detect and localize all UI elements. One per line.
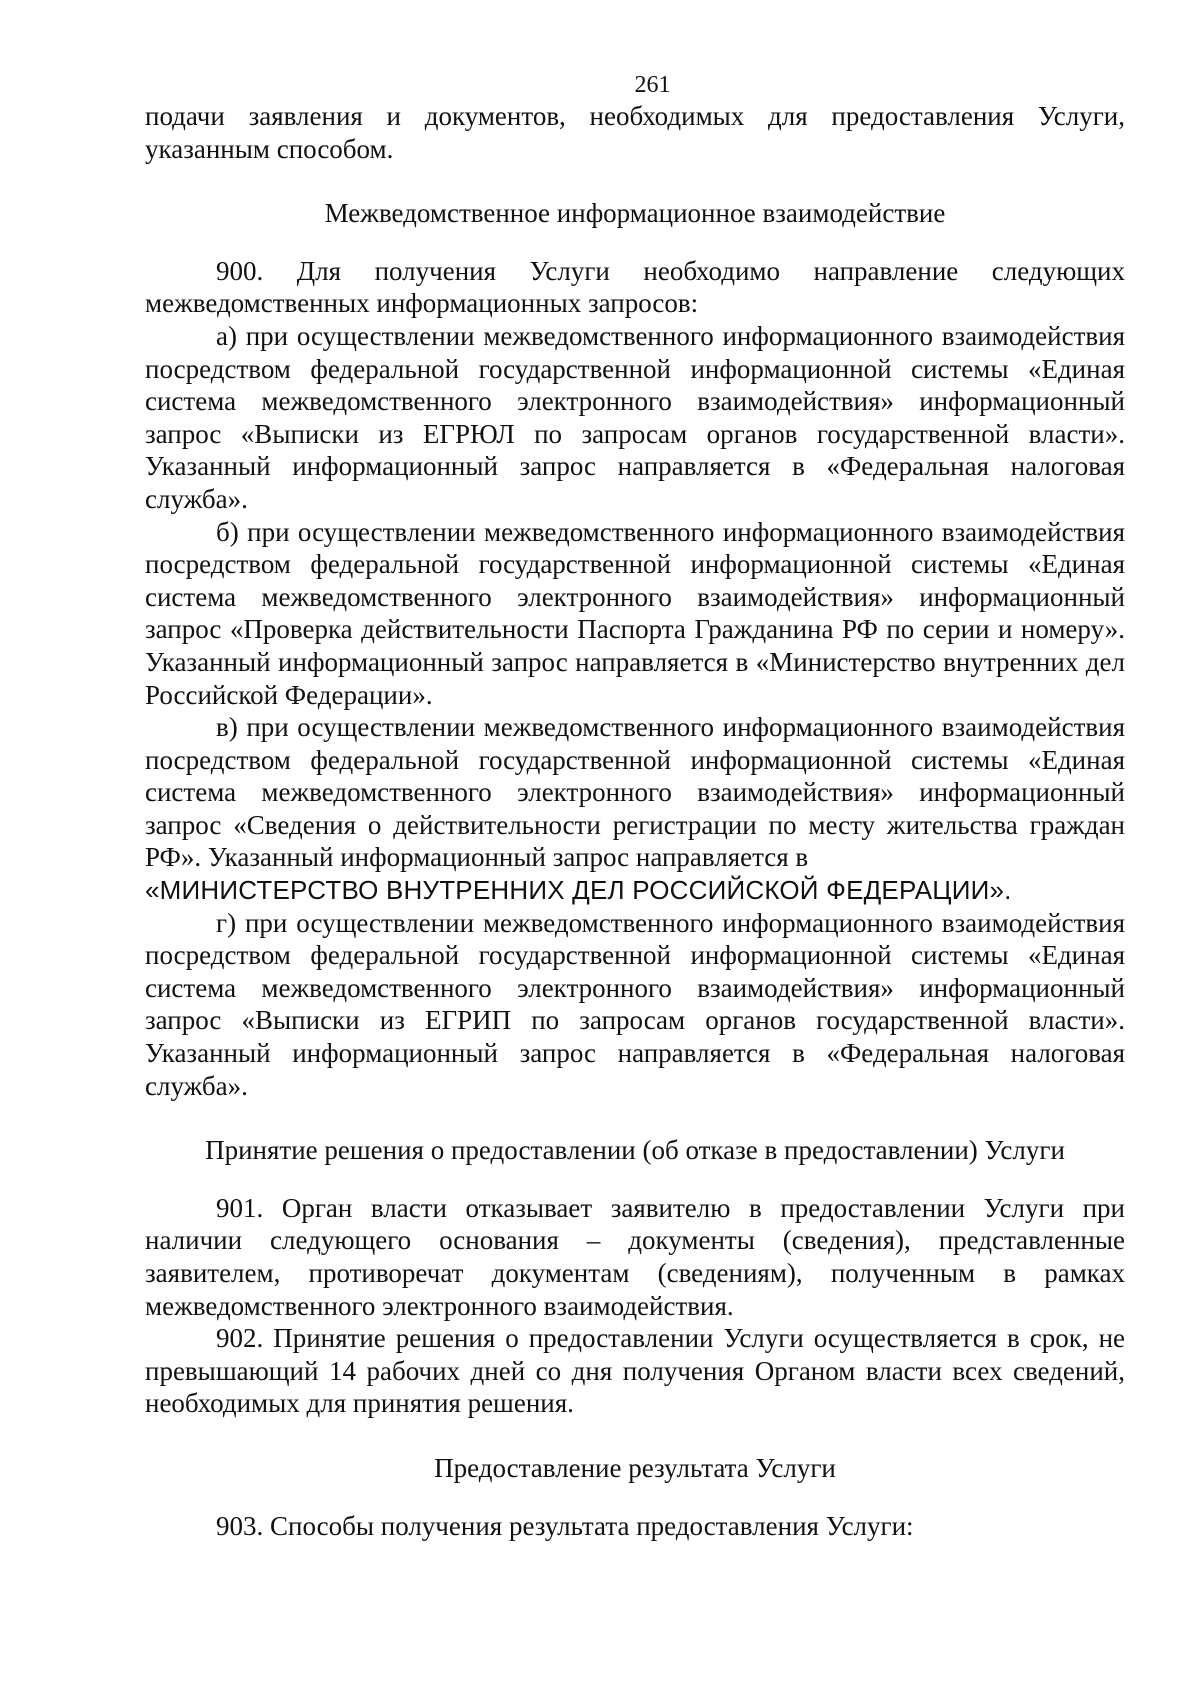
section-heading-interagency: Межведомственное информационное взаимодействие (324, 198, 946, 229)
organization-name-caps: «МИНИСТЕРСТВО ВНУТРЕННИХ ДЕЛ РОССИЙСКОЙ ФЕДЕРАЦИИ». (145, 875, 1012, 906)
list-item-a: а) при осуществлении межведомственного информационного взаимодействия посредством федеральной государственной информационной системы «Единая система межведомственного электронного взаимодействия» информационный запрос «Выписки из ЕГРЮЛ по запросам органов государственной власти». Указанный информационный запрос направляется в «Федеральная налоговая служба». (145, 320, 1125, 514)
paragraph-900: 900. Для получения Услуги необходимо направление следующих межведомственных информационных запросов: (145, 255, 1125, 319)
list-item-v-organization (145, 874, 1125, 907)
list-item-g: г) при осуществлении межведомственного информационного взаимодействия посредством федеральной государственной информационной системы «Единая система межведомственного электронного взаимодействия» информационный запрос «Выписки из ЕГРИП по запросам органов государственной власти». Указанный информационный запрос направляется в «Федеральная налоговая служба». (145, 907, 1125, 1101)
list-item-b: б) при осуществлении межведомственного информационного взаимодействия посредством федеральной государственной информационной системы «Единая система межведомственного электронного взаимодействия» информационный запрос «Проверка действительности Паспорта Гражданина РФ по серии и номеру». Указанный информационный запрос направляется в «Министерство внутренних дел Российской Федерации». (145, 516, 1125, 710)
page-number: 261 (634, 72, 671, 98)
section-heading-result: Предоставление результата Услуги (434, 1452, 836, 1483)
intro-paragraph: подачи заявления и документов, необходимых для предоставления Услуги, указанным способом. (145, 101, 1125, 164)
paragraph-901: 901. Орган власти отказывает заявителю в предоставлении Услуги при наличии следующего основания – документы (сведения), представленные заявителем, противоречат документам (сведениям), полученным в рамках межведомственного электронного взаимодействия. (145, 1192, 1125, 1321)
section-heading-decision: Принятие решения о предоставлении (об отказе в предоставлении) Услуги (205, 1135, 1065, 1166)
list-item-v: в) при осуществлении межведомственного информационного взаимодействия посредством федеральной государственной информационной системы «Единая система межведомственного электронного взаимодействия» информационный запрос «Сведения о действительности регистрации по месту жительства граждан РФ». Указанный информационный запрос направляется в (145, 712, 1125, 873)
paragraph-903: 903. Способы получения результата предоставления Услуги: (216, 1510, 914, 1541)
document-page (145, 70, 1125, 1542)
paragraph-902: 902. Принятие решения о предоставлении Услуги осуществляется в срок, не превышающий 14 рабочих дней со дня получения Органом власти всех сведений, необходимых для принятия решения. (145, 1323, 1125, 1419)
